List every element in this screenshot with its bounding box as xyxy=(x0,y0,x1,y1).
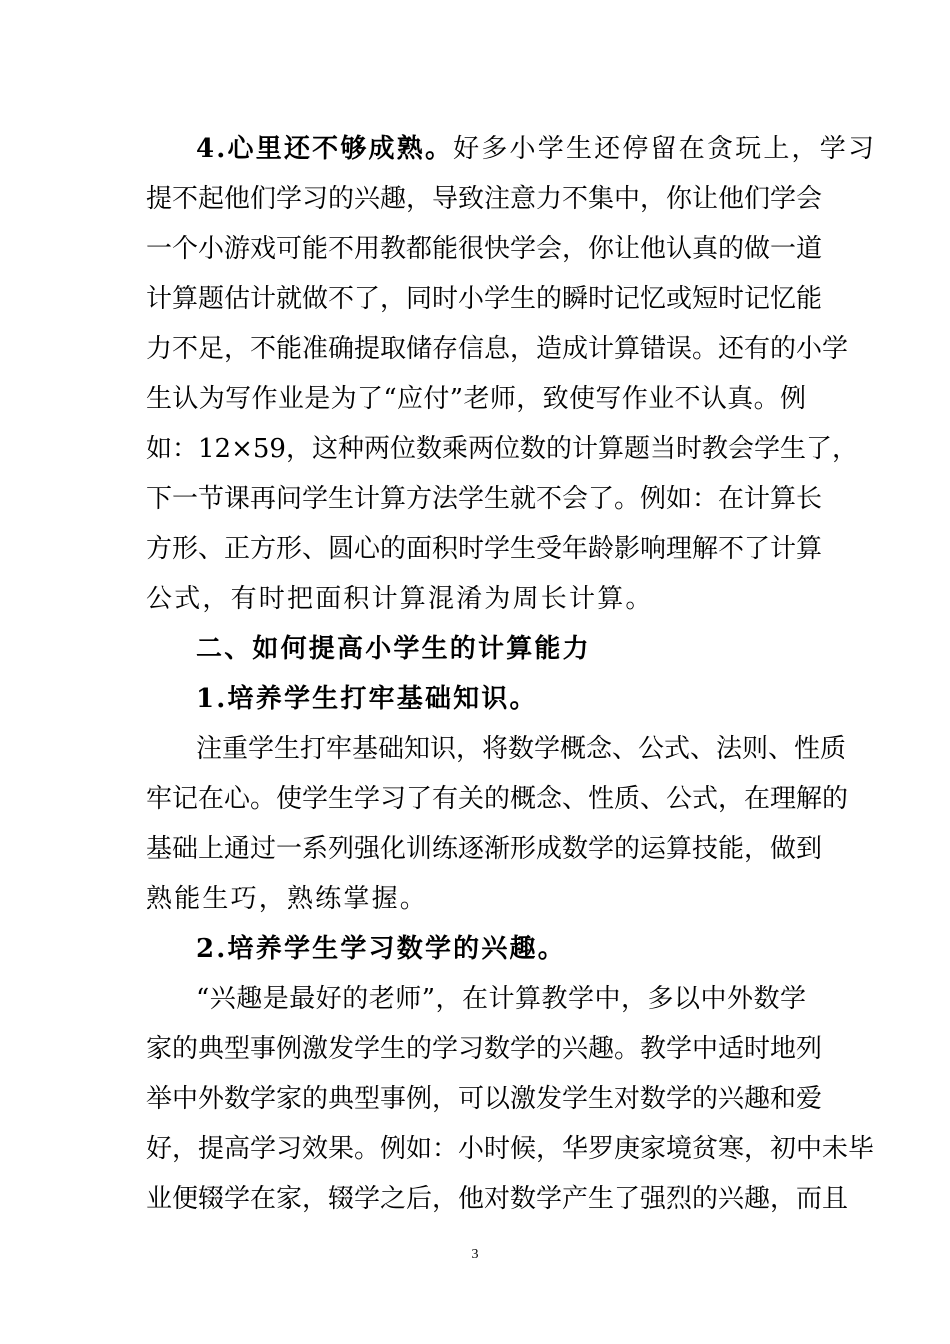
paragraph-1-line-2: 提不起他们学习的兴趣，导致注意力不集中，你让他们学会 xyxy=(146,184,823,214)
subheading-2: 2.培养学生学习数学的兴趣。 xyxy=(196,934,566,964)
paragraph-1-line-1-text: 好多小学生还停留在贪玩上，学习 xyxy=(453,134,877,164)
paragraph-1-line-3: 一个小游戏可能不用教都能很快学会，你让他认真的做一道 xyxy=(146,234,823,264)
paragraph-1-line-7: 如：12×59，这种两位数乘两位数的计算题当时教会学生了， xyxy=(146,434,858,464)
page-number: 3 xyxy=(471,1247,479,1262)
paragraph-3-line-1: “兴趣是最好的老师”，在计算教学中，多以中外数学 xyxy=(196,984,806,1014)
paragraph-3-line-4: 好，提高学习效果。例如：小时候，华罗庚家境贫寒，初中未毕 xyxy=(146,1134,875,1164)
paragraph-2-line-2: 牢记在心。使学生学习了有关的概念、性质、公式，在理解的 xyxy=(146,784,849,814)
paragraph-3-line-2: 家的典型事例激发学生的学习数学的兴趣。教学中适时地列 xyxy=(146,1034,823,1064)
paragraph-3-line-5: 业便辍学在家，辍学之后，他对数学产生了强烈的兴趣，而且 xyxy=(146,1184,849,1214)
paragraph-2-line-3: 基础上通过一系列强化训练逐渐形成数学的运算技能，做到 xyxy=(146,834,823,864)
paragraph-2-line-4: 熟能生巧，熟练掌握。 xyxy=(146,884,429,914)
paragraph-1-line-10: 公式，有时把面积计算混淆为周长计算。 xyxy=(146,584,654,614)
paragraph-1-line-9: 方形、正方形、圆心的面积时学生受年龄影响理解不了计算 xyxy=(146,534,823,564)
paragraph-1-line-5: 力不足，不能准确提取储存信息，造成计算错误。还有的小学 xyxy=(146,334,849,364)
paragraph-1-heading: 4.心里还不够成熟。 xyxy=(196,134,454,164)
paragraph-1-line-4: 计算题估计就做不了，同时小学生的瞬时记忆或短时记忆能 xyxy=(146,284,823,314)
paragraph-1-line-8: 下一节课再问学生计算方法学生就不会了。例如：在计算长 xyxy=(146,484,823,514)
subheading-1: 1.培养学生打牢基础知识。 xyxy=(196,684,538,714)
section-heading: 二、如何提高小学生的计算能力 xyxy=(196,634,591,664)
paragraph-1-line-1 xyxy=(196,134,876,164)
paragraph-1-line-6: 生认为写作业是为了“应付”老师，致使写作业不认真。例 xyxy=(146,384,806,414)
paragraph-3-line-3: 举中外数学家的典型事例，可以激发学生对数学的兴趣和爱 xyxy=(146,1084,823,1114)
paragraph-2-line-1: 注重学生打牢基础知识，将数学概念、公式、法则、性质 xyxy=(196,734,847,764)
